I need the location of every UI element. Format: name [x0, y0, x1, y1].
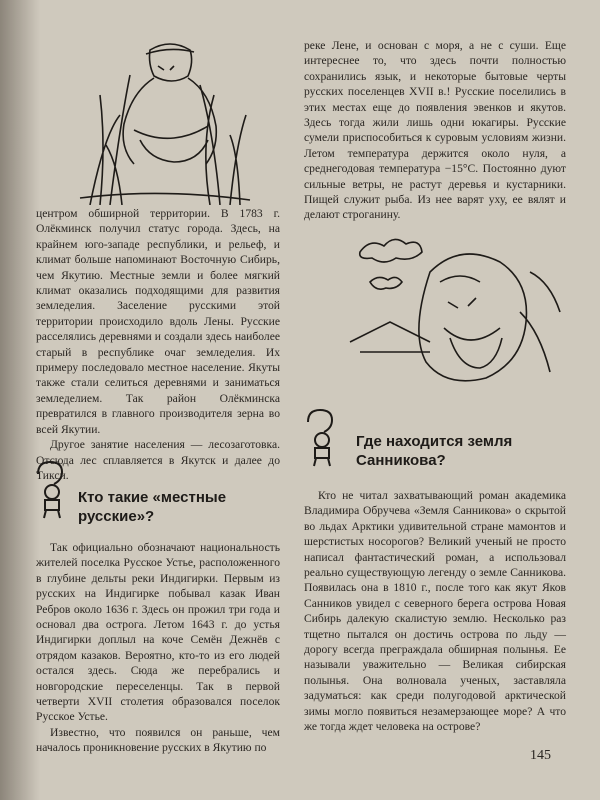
left-column-top-text: [36, 206, 280, 483]
section-heading-local-russians: Кто такие «местные русские»?: [78, 489, 227, 525]
paragraph: центром обширной территории. В 1783 г. Олёкминск получил статус города. Здесь, на крайнем юго-западе республики, и рельеф, и климат больше напоминают Восточную Сибирь, чем Якутию. Местные земли и более мягкий климат оказались подходящими для развития земледелия. Заселение русскими этой территории происходило вдоль Лены. Русские расселялись деревнями и создали здесь наиболее старый в республике очаг земледелия. Их примеру последовало местное население. Якуты также стали селиться деревнями и заниматься земледелием. Так район Олёкминска превратился в главного производителя зерна во всей Якутии.: [36, 207, 280, 436]
question-mark-boy-icon: [302, 408, 342, 468]
right-column-top-text: [304, 38, 566, 223]
page-gutter-shadow: [0, 0, 40, 800]
paragraph: Другое занятие населения — лесозаготовка. Отсюда лес сплавляется в Якутск и далее до Тикси.: [36, 438, 280, 482]
paragraph: Известно, что появился он раньше, чем началось проникновение русских в Якутию по: [36, 725, 280, 755]
question-mark-boy-icon: [32, 460, 72, 520]
paragraph: реке Лене, и основан с моря, а не с суши. Еще интереснее то, что здесь почти полностью сохранились язык, и некоторые бытовые черты русских поселенцев XVII в.! Русские поселились в этих местах еще до появления эвенков и якутов. Здесь тогда жили лишь одни юкагиры. Русские сумели приспособиться к суровым условиям жизни. Летом температура держится около нуля, а среднегодовая температура −15°С. Постоянно дуют сильные ветры, не растут деревья и кустарники. Пищей служит рыба. Из нее варят уху, ее вялят и делают строганину.: [304, 39, 566, 222]
left-column-bottom-text: [36, 540, 280, 756]
illustration-bearded-man: [330, 212, 570, 387]
right-column-bottom-text: [304, 488, 566, 735]
paragraph: Так официально обозначают национальность жителей поселка Русское Устье, расположенного в глубине дельты реки Индигирки. Первым из русских на Индигирке побывал казак Иван Ребров около 1636 г. Здесь он прожил три года и основал два острога. Летом 1643 г. до устья Индигирки доплыл на коче Семён Дежнёв с отрядом казаков. Вероятно, кто-то из его людей остался здесь. Сюда же перебрались и новгородские переселенцы. Так в первой четверти XVII столетия образовался поселок Русское Устье.: [36, 541, 280, 724]
section-heading-sannikov-land: Где находится земля Санникова?: [356, 433, 513, 469]
illustration-man-in-grass: [70, 20, 260, 205]
page-number: 145: [530, 748, 551, 763]
paragraph: Кто не читал захватывающий роман академика Владимира Обручева «Земля Санникова» о скрытой во льдах Арктики удивительной стране мамонтов и шерстистых носорогов? Великий ученый не просто написал фантастический роман, а использовал реально существующую легенду о земле Санникова. Появилась она в 1810 г., после того как якут Яков Санников увидел с северного берега острова Новая Сибирь далекую скалистую землю. Несколько раз тщетно пытался он достичь острова по льду — дорогу всегда преграждала обширная полынья. Ее называли уважительно — Великая сибирская полынья. Она волновала ученых, заставляла задуматься: как среди полугодовой арктической зимы могло появиться незамерзающее море? А что же тогда ждет человека на острове?: [304, 489, 566, 734]
